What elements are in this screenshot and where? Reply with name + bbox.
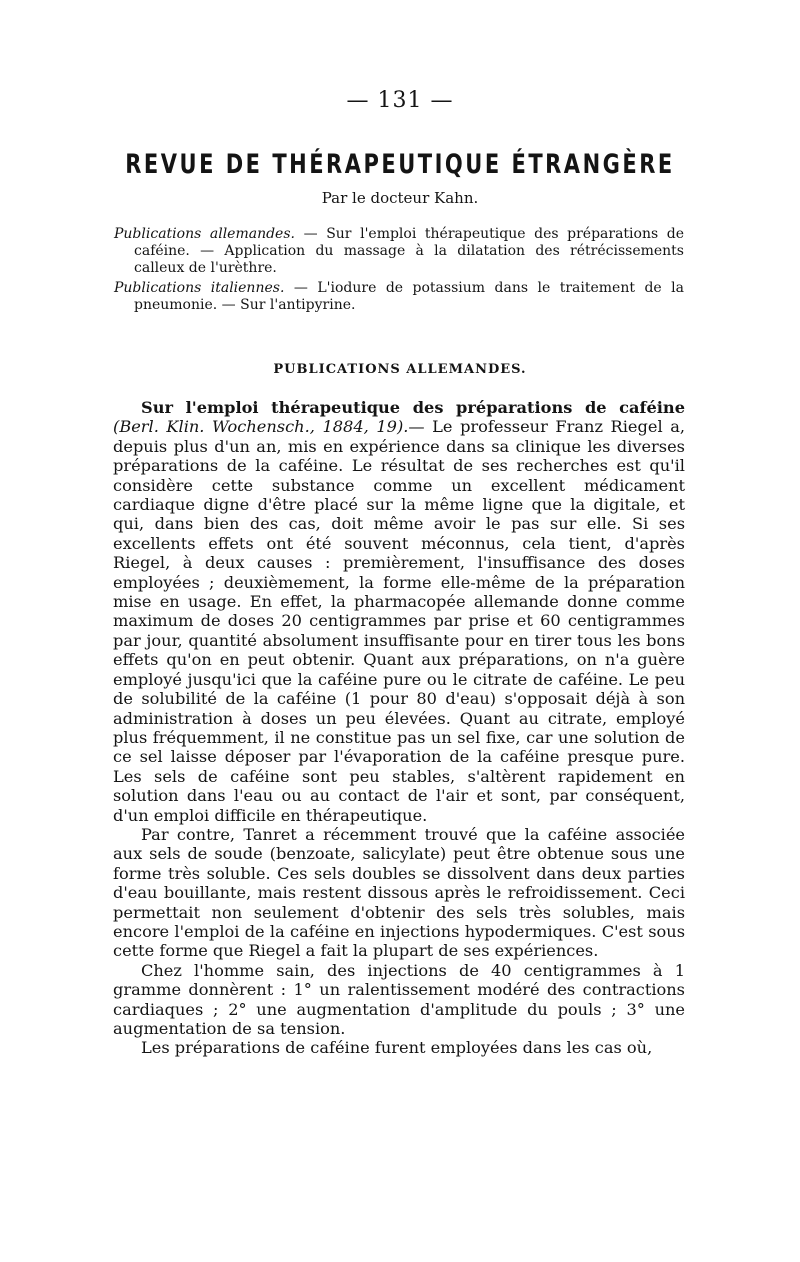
summary-italian xyxy=(114,280,684,314)
page-number: — 131 — xyxy=(346,88,454,113)
section-heading: PUBLICATIONS ALLEMANDES. xyxy=(273,362,527,377)
summary-german-text: — Sur l'emploi thérapeutique des préparations de caféine. — Application du massage à la dilatation des rétrécissements calleux de l'urèthre. xyxy=(134,226,685,276)
summary-german xyxy=(114,226,684,277)
summary-italian-text: — L'iodure de potassium dans le traitement de la pneumonie. — Sur l'antipyrine. xyxy=(134,280,684,313)
paragraph-3: Chez l'homme sain, des injections de 40 centigrammes à 1 gramme donnèrent : 1° un ralentissement modéré des contractions cardiaques ; 2° une augmentation d'amplitude du pouls ; 3° une augmentation de sa tension. xyxy=(113,960,685,1038)
byline: Par le docteur Kahn. xyxy=(321,189,479,207)
article-citation: (Berl. Klin. Wochensch., 1884, 19). xyxy=(113,417,409,437)
paragraph-1-text: — Le professeur Franz Riegel a, depuis plus d'un an, mis en expérience dans sa clinique les diverses préparations de la caféine. Le résultat de ses recherches est qu'il considère cette substance comme un excellent médicament cardiaque digne d'être placé sur la même ligne que la digitale, et qui, dans bien des cas, doit même avoir le pas sur elle. Si ses excellents effets ont été souvent méconnus, cela tient, d'après Riegel, à deux causes : premièrement, l'insuffisance des doses employées ; deuxièmement, la forme elle-même de la préparation mise en usage. En effet, la pharmacopée allemande donne comme maximum de doses 20 centigrammes par prise et 60 centigrammes par jour, quantité absolument insuffisante pour en tirer tous les bons effets qu'on en peut obtenir. Quant aux préparations, on n'a guère employé jusqu'ici que la caféine pure ou le citrate de caféine. Le peu de solubilité de la caféine (1 pour 80 d'eau) s'opposait déjà à son administration à doses un peu élevées. Quant au citrate, employé plus fréquemment, il ne constitue pas un sel fixe, car une solution de ce sel laisse déposer par l'évaporation de la caféine presque pure. Les sels de caféine sont peu stables, s'altèrent rapidement en solution dans l'eau ou au contact de l'air et sont, par conséquent, d'un emploi difficile en thérapeutique. xyxy=(113,417,685,825)
article-heading: Sur l'emploi thérapeutique des préparations de caféine xyxy=(141,398,685,417)
summary-italian-label: Publications italiennes. xyxy=(114,280,285,296)
page-title: REVUE DE THÉRAPEUTIQUE ÉTRANGÈRE xyxy=(125,149,675,179)
paragraph-4: Les préparations de caféine furent employées dans les cas où, xyxy=(141,1038,653,1058)
article-body xyxy=(113,398,685,1058)
paragraph-2: Par contre, Tanret a récemment trouvé que la caféine associée aux sels de soude (benzoate, salicylate) peut être obtenue sous une forme très soluble. Ces sels doubles se dissolvent dans deux parties d'eau bouillante, mais restent dissous après le refroidissement. Ceci permettait non seulement d'obtenir des sels très solubles, mais encore l'emploi de la caféine en injections hypodermiques. C'est sous cette forme que Riegel a fait la plupart de ses expériences. xyxy=(113,824,685,961)
summary-german-label: Publications allemandes. xyxy=(114,226,295,242)
contents-summary xyxy=(114,226,684,317)
paragraph-1 xyxy=(113,398,685,825)
